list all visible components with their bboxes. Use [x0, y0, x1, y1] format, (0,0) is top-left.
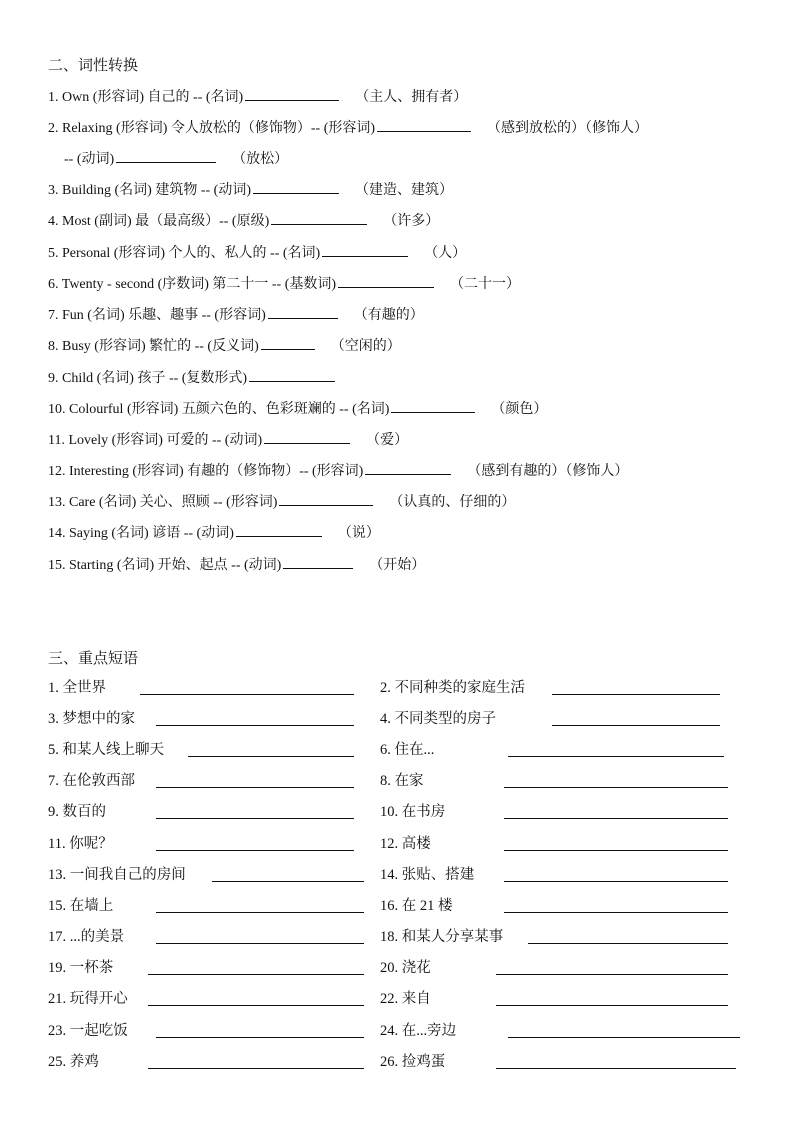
exercise-text: 11. Lovely (形容词) 可爱的 -- (动词) — [48, 433, 263, 448]
answer-blank[interactable] — [249, 367, 335, 382]
phrase-label: 10. 在书房 — [380, 804, 446, 820]
exercise-line — [48, 554, 425, 576]
phrase-label: 3. 梦想中的家 — [48, 711, 135, 727]
phrase-label: 7. 在伦敦西部 — [48, 773, 135, 789]
exercise-line — [48, 304, 424, 326]
exercise-line — [48, 86, 467, 108]
phrase-answer-line[interactable] — [156, 725, 354, 726]
phrase-answer-line[interactable] — [156, 850, 354, 851]
phrase-label: 1. 全世界 — [48, 680, 106, 696]
phrase-label: 23. 一起吃饭 — [48, 1023, 128, 1039]
exercise-text: 12. Interesting (形容词) 有趣的（修饰物）-- (形容词) — [48, 464, 364, 479]
exercise-line — [48, 522, 380, 544]
phrase-answer-line[interactable] — [496, 1005, 728, 1006]
section-2-title: 二、词性转换 — [48, 58, 139, 74]
exercise-text: 14. Saying (名词) 谚语 -- (动词) — [48, 526, 234, 541]
exercise-line — [48, 117, 648, 139]
exercise-line — [48, 179, 453, 201]
exercise-line — [48, 491, 515, 513]
exercise-text: 13. Care (名词) 关心、照顾 -- (形容词) — [48, 495, 278, 510]
hint-text: （许多） — [383, 214, 440, 229]
answer-blank[interactable] — [391, 398, 475, 413]
phrase-label: 14. 张贴、搭建 — [380, 867, 475, 883]
phrase-label: 17. ...的美景 — [48, 929, 125, 945]
phrase-answer-line[interactable] — [212, 881, 364, 882]
phrase-label: 9. 数百的 — [48, 804, 106, 820]
phrase-label: 21. 玩得开心 — [48, 991, 128, 1007]
exercise-line — [48, 460, 628, 482]
phrase-answer-line[interactable] — [156, 943, 364, 944]
answer-blank[interactable] — [264, 429, 350, 444]
exercise-line — [48, 367, 337, 389]
exercise-line — [48, 429, 408, 451]
phrase-label: 24. 在...旁边 — [380, 1023, 457, 1039]
answer-blank[interactable] — [236, 522, 322, 537]
exercise-text: 1. Own (形容词) 自己的 -- (名词) — [48, 90, 244, 105]
phrase-answer-line[interactable] — [156, 818, 354, 819]
phrase-answer-line[interactable] — [528, 943, 728, 944]
hint-text: （空闲的） — [330, 339, 401, 354]
phrase-label: 13. 一间我自己的房间 — [48, 867, 186, 883]
phrase-label: 18. 和某人分享某事 — [380, 929, 504, 945]
exercise-text: 7. Fun (名词) 乐趣、趣事 -- (形容词) — [48, 308, 266, 323]
exercise-text: 8. Busy (形容词) 繁忙的 -- (反义词) — [48, 339, 259, 354]
answer-blank[interactable] — [245, 86, 339, 101]
hint-text: （感到放松的）（修饰人） — [487, 121, 649, 136]
phrase-answer-line[interactable] — [552, 694, 720, 695]
hint-text: （人） — [424, 246, 467, 261]
answer-blank[interactable] — [365, 460, 451, 475]
exercise-text: 2. Relaxing (形容词) 令人放松的（修饰物）-- (形容词) — [48, 121, 376, 136]
exercise-line — [48, 398, 547, 420]
exercise-text: -- (动词) — [64, 152, 115, 167]
phrase-answer-line[interactable] — [140, 694, 354, 695]
phrase-label: 19. 一杯茶 — [48, 960, 114, 976]
exercise-text: 6. Twenty - second (序数词) 第二十一 -- (基数词) — [48, 277, 337, 292]
exercise-line — [64, 148, 288, 170]
exercise-line — [48, 273, 520, 295]
phrase-answer-line[interactable] — [504, 881, 728, 882]
phrase-label: 11. 你呢？ — [48, 836, 113, 852]
phrase-label: 6. 住在... — [380, 742, 435, 758]
phrase-answer-line[interactable] — [504, 912, 728, 913]
phrase-label: 2. 不同种类的家庭生活 — [380, 680, 525, 696]
hint-text: （颜色） — [491, 402, 548, 417]
answer-blank[interactable] — [261, 335, 315, 350]
phrase-answer-line[interactable] — [156, 912, 364, 913]
answer-blank[interactable] — [338, 273, 434, 288]
answer-blank[interactable] — [279, 491, 373, 506]
phrase-answer-line[interactable] — [148, 1068, 364, 1069]
phrase-answer-line[interactable] — [508, 1037, 740, 1038]
hint-text: （感到有趣的）（修饰人） — [467, 464, 629, 479]
answer-blank[interactable] — [271, 210, 367, 225]
answer-blank[interactable] — [268, 304, 338, 319]
phrase-answer-line[interactable] — [148, 1005, 364, 1006]
phrase-label: 26. 捡鸡蛋 — [380, 1054, 446, 1070]
hint-text: （二十一） — [450, 277, 521, 292]
answer-blank[interactable] — [377, 117, 471, 132]
phrase-answer-line[interactable] — [496, 1068, 736, 1069]
answer-blank[interactable] — [116, 148, 216, 163]
phrase-label: 16. 在 21 楼 — [380, 898, 453, 914]
phrase-answer-line[interactable] — [552, 725, 720, 726]
phrase-answer-line[interactable] — [156, 1037, 364, 1038]
hint-text: （有趣的） — [353, 308, 424, 323]
phrase-answer-line[interactable] — [504, 787, 728, 788]
phrase-answer-line[interactable] — [504, 850, 728, 851]
phrase-label: 22. 来自 — [380, 991, 431, 1007]
phrase-answer-line[interactable] — [188, 756, 354, 757]
hint-text: （认真的、仔细的） — [389, 495, 516, 510]
phrase-label: 20. 浇花 — [380, 960, 431, 976]
hint-text: （爱） — [366, 433, 409, 448]
phrase-label: 8. 在家 — [380, 773, 424, 789]
phrase-label: 15. 在墙上 — [48, 898, 114, 914]
exercise-line — [48, 210, 439, 232]
answer-blank[interactable] — [283, 554, 353, 569]
hint-text: （建造、建筑） — [354, 183, 453, 198]
answer-blank[interactable] — [253, 179, 339, 194]
exercise-text: 5. Personal (形容词) 个人的、私人的 -- (名词) — [48, 246, 321, 261]
answer-blank[interactable] — [322, 242, 408, 257]
phrase-answer-line[interactable] — [156, 787, 354, 788]
phrase-label: 25. 养鸡 — [48, 1054, 99, 1070]
exercise-text: 10. Colourful (形容词) 五颜六色的、色彩斑斓的 -- (名词) — [48, 402, 390, 417]
phrase-answer-line[interactable] — [504, 818, 728, 819]
exercise-text: 15. Starting (名词) 开始、起点 -- (动词) — [48, 558, 282, 573]
exercise-text: 9. Child (名词) 孩子 -- (复数形式) — [48, 371, 248, 386]
phrase-answer-line[interactable] — [508, 756, 724, 757]
hint-text: （开始） — [369, 558, 426, 573]
phrase-label: 12. 高楼 — [380, 836, 431, 852]
hint-text: （说） — [337, 526, 380, 541]
phrase-answer-line[interactable] — [496, 974, 728, 975]
section-3-title: 三、重点短语 — [48, 651, 139, 667]
hint-text: （放松） — [232, 152, 289, 167]
exercise-text: 4. Most (副词) 最（最高级）-- (原级) — [48, 214, 270, 229]
exercise-line — [48, 242, 466, 264]
exercise-line — [48, 335, 401, 357]
exercise-text: 3. Building (名词) 建筑物 -- (动词) — [48, 183, 251, 198]
hint-text: （主人、拥有者） — [355, 90, 468, 105]
phrase-label: 4. 不同类型的房子 — [380, 711, 496, 727]
phrase-label: 5. 和某人线上聊天 — [48, 742, 164, 758]
phrase-answer-line[interactable] — [148, 974, 364, 975]
